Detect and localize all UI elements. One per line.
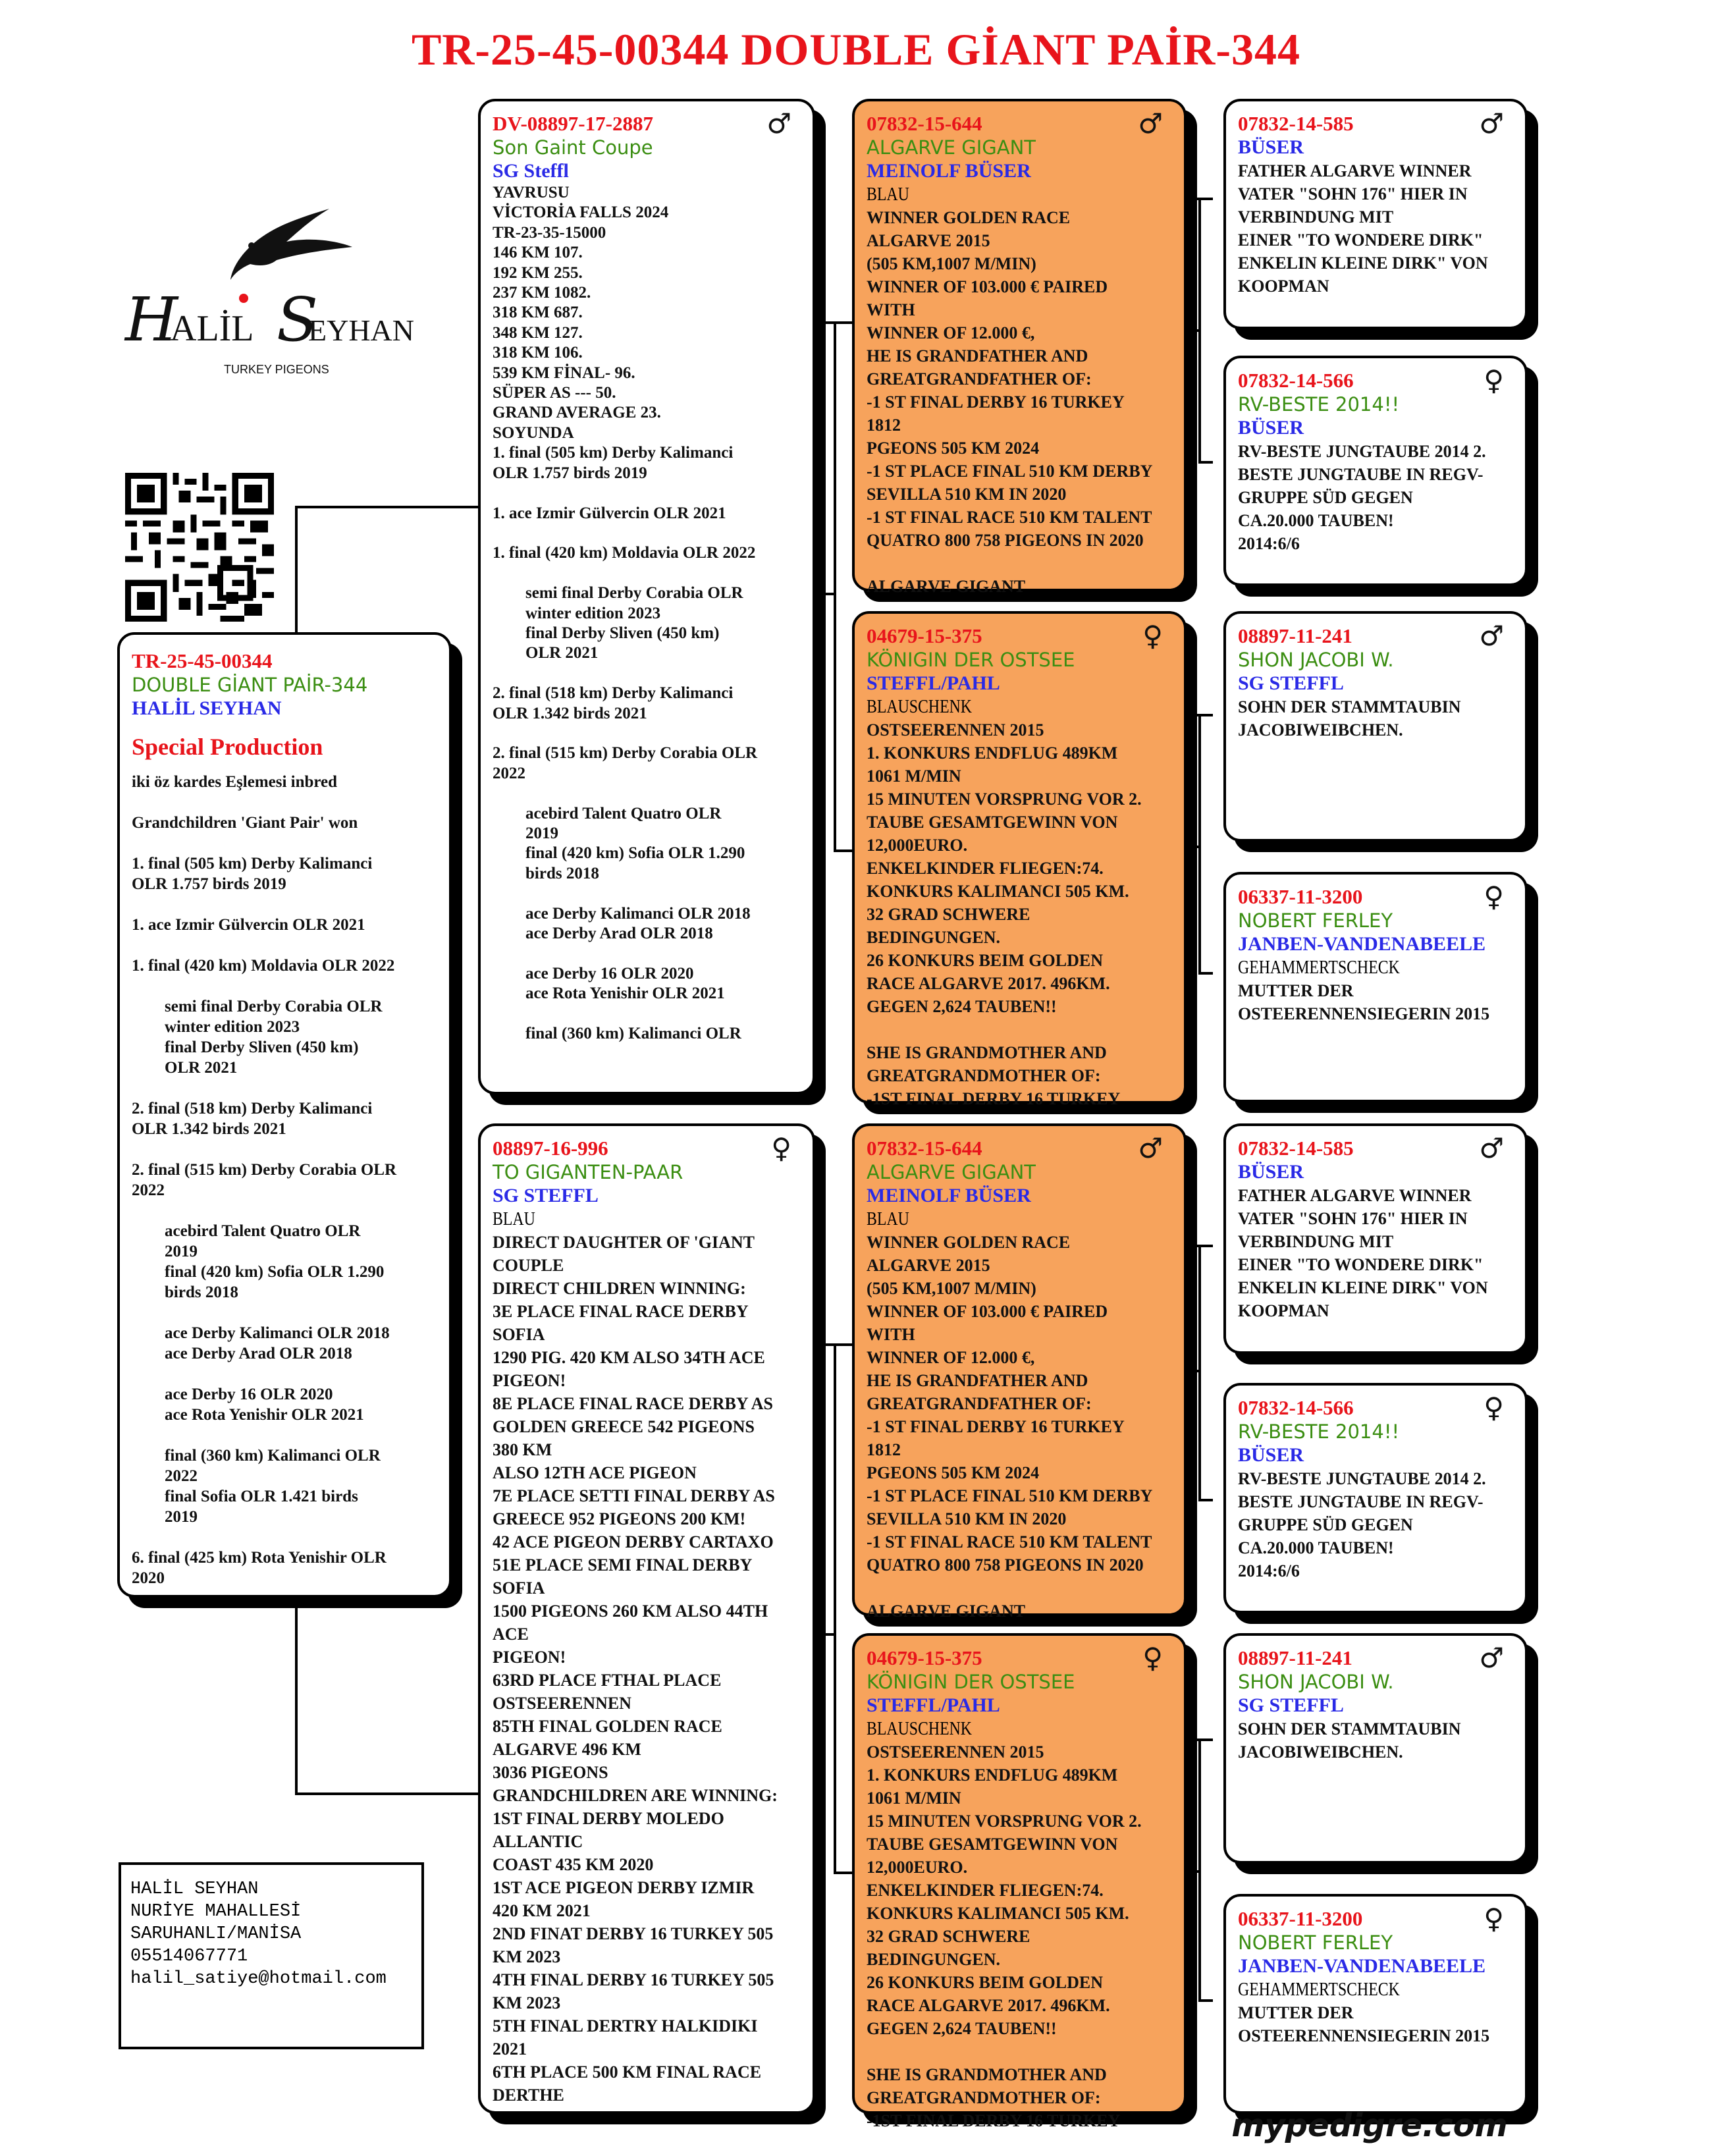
pigeon-info: FATHER ALGARVE WINNER VATER "SOHN 176" HIER IN VERBINDUNG MIT EINER "TO WONDERE DIRK" ENKELIN KLEINE DIRK" VON KOOPMAN <box>1238 161 1488 296</box>
ring-number: 08897-11-241 <box>1238 624 1352 647</box>
owner-name: SG STEFFL <box>1238 672 1344 694</box>
owner-name: HALİL SEYHAN <box>132 697 282 719</box>
owner-name: SG STEFFL <box>493 1185 599 1206</box>
great-grandsire-card[interactable] <box>1223 611 1528 842</box>
footer-brand[interactable]: mypedigre.com <box>1231 2107 1508 2144</box>
pigeon-color: BLAU <box>867 184 909 205</box>
pigeon-color: BLAUSCHENK <box>867 697 972 717</box>
pigeon-info: YAVRUSU VİCTORİA FALLS 2024 TR-23-35-15000 146 KM 107. 192 KM 255. 237 KM 1082. 318 KM 687. 348 KM 127. 318 KM 106. 539 KM FİNAL- 96. SÜPER AS --- 50. GRAND AVERAGE 23. SOYUNDA 1. final (505 km) Derby Kalimanci OLR 1.757 birds 2019 1. ace Izmir Gülvercin OLR 2021 1. final (420 km) Moldavia OLR 2022 semi final Derby Corabia OLR winter edition 2023 final Derby Sliven (450 km) OLR 2021 2. final (518 km) Derby Kalimanci OLR 1.342 birds 2021 2. final (515 km) Derby Corabia OLR 2022 acebird Talent Quatro OLR 2019 final (420 km) Sofia OLR 1.290 birds 2018 ace Derby Kalimanci OLR 2018 ace Derby Arad OLR 2018 ace Derby 16 OLR 2020 ace Rota Yenishir OLR 2021 final (360 km) Kalimanci OLR <box>493 184 758 1043</box>
page-title: TR-25-45-00344 DOUBLE GİANT PAİR-344 <box>411 24 1301 74</box>
ring-number: 07832-14-585 <box>1238 1137 1354 1160</box>
ring-number: 04679-15-375 <box>867 624 982 647</box>
connector <box>815 593 835 595</box>
pigeon-name: ALGARVE GIGANT <box>867 136 1036 159</box>
ring-number: 06337-11-3200 <box>1238 1907 1363 1930</box>
great-grandsire-card[interactable] <box>1223 99 1528 329</box>
connector <box>295 1598 298 1795</box>
pigeon-name: SHON JACOBI W. <box>1238 649 1394 671</box>
female-icon: ♀ <box>771 1132 791 1164</box>
pigeon-name: Son Gaint Coupe <box>493 136 653 159</box>
owner-name: MEINOLF BÜSER <box>867 1185 1031 1206</box>
female-icon: ♀ <box>1484 1902 1504 1935</box>
pigeon-info: RV-BESTE JUNGTAUBE 2014 2. BESTE JUNGTAUBE IN REGV- GRUPPE SÜD GEGEN CA.20.000 TAUBEN! 2014:6/6 <box>1238 1469 1486 1580</box>
great-granddam-card[interactable] <box>1223 1383 1528 1613</box>
great-granddam-card[interactable] <box>1223 1894 1528 2114</box>
connector <box>834 1343 836 1874</box>
male-icon: ♂ <box>1138 107 1163 140</box>
pigeon-info: OSTSEERENNEN 2015 1. KONKURS ENDFLUG 489KM 1061 M/MIN 15 MINUTEN VORSPRUNG VOR 2. TAUBE GESAMTGEWINN VON 12,000EURO. ENKELKINDER FLIEGEN:74. KONKURS KALIMANCI 505 KM. 32 GRAD SCHWERE BEDINGUNGEN. 26 KONKURS BEIM GOLDEN RACE ALGARVE 2017. 496KM. GEGEN 2,624 TAUBEN!! SHE IS GRANDMOTHER AND GREATGRANDMOTHER OF: -1ST FINAL DERBY 16 TURKEY <box>867 720 1142 1108</box>
pigeon-name: NOBERT FERLEY <box>1238 909 1393 932</box>
svg-text:H: H <box>125 284 178 355</box>
pigeon-name: NOBERT FERLEY <box>1238 1931 1393 1954</box>
ring-number: 07832-14-566 <box>1238 369 1354 392</box>
pigeon-info: iki öz kardes Eşlemesi inbred Grandchildren 'Giant Pair' won 1. final (505 km) Derby Kalimanci OLR 1.757 birds 2019 1. ace Izmir Gülvercin OLR 2021 1. final (420 km) Moldavia OLR 2022 semi final Derby Corabia OLR winter edition 2023 final Derby Sliven (450 km) OLR 2021 2. final (518 km) Derby Kalimanci OLR 1.342 birds 2021 2. final (515 km) Derby Corabia OLR 2022 acebird Talent Quatro OLR 2019 final (420 km) Sofia OLR 1.290 birds 2018 ace Derby Kalimanci OLR 2018 ace Derby Arad OLR 2018 ace Derby 16 OLR 2020 ace Rota Yenishir OLR 2021 final (360 km) Kalimanci OLR 2022 final Sofia OLR 1.421 birds 2019 6. final (425 km) Rota Yenishir OLR 2020 <box>132 773 397 1587</box>
owner-name: BÜSER <box>1238 1161 1304 1183</box>
owner-name: BÜSER <box>1238 417 1304 439</box>
pigeon-name: RV-BESTE 2014!! <box>1238 393 1400 416</box>
contact-address-box <box>119 1862 424 2049</box>
svg-text:TURKEY PIGEONS: TURKEY PIGEONS <box>224 363 329 376</box>
owner-name: BÜSER <box>1238 136 1304 158</box>
svg-text:EYHAN: EYHAN <box>308 313 414 347</box>
female-icon: ♀ <box>1142 1642 1163 1674</box>
female-icon: ♀ <box>1484 880 1504 913</box>
svg-text:S: S <box>277 284 319 355</box>
connector <box>815 1633 835 1636</box>
connector <box>1198 714 1201 975</box>
pigeon-info: SOHN DER STAMMTAUBIN JACOBIWEIBCHEN. <box>1238 697 1461 740</box>
pigeon-info: WINNER GOLDEN RACE ALGARVE 2015 (505 KM,1007 M/MIN) WINNER OF 103.000 € PAIRED WITH WINNER OF 12.000 €, HE IS GRANDFATHER AND GREATGRANDFATHER OF: -1 ST FINAL DERBY 16 TURKEY 1812 PGEONS 505 KM 2024 -1 ST PLACE FINAL 510 KM DERBY SEVILLA 510 KM IN 2020 -1 ST FINAL RACE 510 KM TALENT QUATRO 800 758 PIGEONS IN 2020 ALGARVE GIGANT <box>867 1233 1153 1621</box>
grandsire-card[interactable] <box>852 99 1187 596</box>
ring-number: DV-08897-17-2887 <box>493 112 653 135</box>
pigeon-info: MUTTER DER OSTEERENNENSIEGERIN 2015 <box>1238 981 1490 1023</box>
pigeon-name: TO GIGANTEN-PAAR <box>493 1161 683 1183</box>
ring-number: 08897-16-996 <box>493 1137 608 1160</box>
pigeon-info: SOHN DER STAMMTAUBIN JACOBIWEIBCHEN. <box>1238 1719 1461 1762</box>
pigeon-color: BLAU <box>867 1209 909 1229</box>
great-granddam-card[interactable] <box>1223 872 1528 1102</box>
great-grandsire-card[interactable] <box>1223 1633 1528 1864</box>
pigeon-name: SHON JACOBI W. <box>1238 1671 1394 1693</box>
pigeon-name: ALGARVE GIGANT <box>867 1161 1036 1183</box>
bird-icon <box>230 209 352 280</box>
ring-number: TR-25-45-00344 <box>132 649 273 672</box>
owner-name: STEFFL/PAHL <box>867 1694 1000 1716</box>
granddam-card[interactable] <box>852 1633 1187 2130</box>
male-icon: ♂ <box>1479 1642 1504 1674</box>
connector <box>1187 1870 1201 1873</box>
ring-number: 07832-14-566 <box>1238 1396 1354 1419</box>
pigeon-name: RV-BESTE 2014!! <box>1238 1420 1400 1443</box>
special-production-heading: Special Production <box>132 734 323 760</box>
pigeon-info: DIRECT DAUGHTER OF 'GIANT COUPLE DIRECT CHILDREN WINNING: 3E PLACE FINAL RACE DERBY SOFIA 1290 PIG. 420 KM ALSO 34TH ACE PIGEON! 8E PLACE FINAL RACE DERBY AS GOLDEN GREECE 542 PIGEONS 380 KM ALSO 12TH ACE PIGEON 7E PLACE SETTI FINAL DERBY AS GREECE 952 PIGEONS 200 KM! 42 ACE PIGEON DERBY CARTAXO 51E PLACE SEMI FINAL DERBY SOFIA 1500 PIGEONS 260 KM ALSO 44TH ACE PIGEON! 63RD PLACE FTHAL PLACE OSTSEERENNEN 85TH FINAL GOLDEN RACE ALGARVE 496 KM 3036 PIGEONS GRANDCHILDREN ARE WINNING: 1ST FINAL DERBY MOLEDO ALLANTIC COAST 435 KM 2020 1ST ACE PIGEON DERBY IZMIR 420 KM 2021 2ND FINAT DERBY 16 TURKEY 505 KM 2023 4TH FINAL DERBY 16 TURKEY 505 KM 2023 5TH FINAL DERTRY HALKIDIKI 2021 6TH PLACE 500 KM FINAL RACE DERTHE <box>493 1233 778 2105</box>
granddam-card[interactable] <box>852 611 1187 1108</box>
male-icon: ♂ <box>1138 1132 1163 1164</box>
dam-card[interactable] <box>478 1123 815 2114</box>
street: NURİYE MAHALLESİ <box>130 1902 302 1922</box>
owner-name: JANBEN-VANDENABEELE <box>1238 1955 1486 1977</box>
great-grandsire-card[interactable] <box>1223 1123 1528 1354</box>
female-icon: ♀ <box>1484 1391 1504 1424</box>
pigeon-info: OSTSEERENNEN 2015 1. KONKURS ENDFLUG 489KM 1061 M/MIN 15 MINUTEN VORSPRUNG VOR 2. TAUBE GESAMTGEWINN VON 12,000EURO. ENKELKINDER FLIEGEN:74. KONKURS KALIMANCI 505 KM. 32 GRAD SCHWERE BEDINGUNGEN. 26 KONKURS BEIM GOLDEN RACE ALGARVE 2017. 496KM. GEGEN 2,624 TAUBEN!! SHE IS GRANDMOTHER AND GREATGRANDMOTHER OF: -1ST FINAL DERBY 16 TURKEY <box>867 1742 1142 2130</box>
qr-code[interactable] <box>125 473 274 622</box>
great-granddam-card[interactable] <box>1223 356 1528 586</box>
connector <box>1187 329 1201 332</box>
breeder-logo <box>112 168 414 398</box>
connector <box>1198 1499 1213 1501</box>
connector <box>834 321 836 852</box>
ring-number: 08897-11-241 <box>1238 1646 1352 1669</box>
sire-card[interactable] <box>478 99 815 1094</box>
owner-name: STEFFL/PAHL <box>867 672 1000 694</box>
pigeon-name: DOUBLE GİANT PAİR-344 <box>132 674 368 696</box>
connector <box>1187 1370 1201 1372</box>
owner-name: SG Steffl <box>493 160 569 182</box>
connector <box>295 506 298 635</box>
connector <box>1198 1999 1213 2002</box>
ring-number: 06337-11-3200 <box>1238 885 1363 908</box>
owner-name: MEINOLF BÜSER <box>867 160 1031 182</box>
pigeon-name: KÖNIGIN DER OSTSEE <box>867 649 1075 671</box>
city: SARUHANLI/MANİSA <box>130 1924 302 1944</box>
male-icon: ♂ <box>766 107 791 140</box>
pigeon-info: WINNER GOLDEN RACE ALGARVE 2015 (505 KM,1007 M/MIN) WINNER OF 103.000 € PAIRED WITH WINNER OF 12.000 €, HE IS GRANDFATHER AND GREATGRANDFATHER OF: -1 ST FINAL DERBY 16 TURKEY 1812 PGEONS 505 KM 2024 -1 ST PLACE FINAL 510 KM DERBY SEVILLA 510 KM IN 2020 -1 ST FINAL RACE 510 KM TALENT QUATRO 800 758 PIGEONS IN 2020 ALGARVE GIGANT <box>867 208 1153 596</box>
owner-name: BÜSER <box>1238 1444 1304 1466</box>
connector <box>1198 461 1213 464</box>
email[interactable]: halil_satiye@hotmail.com <box>130 1969 387 1989</box>
male-icon: ♂ <box>1479 1132 1504 1164</box>
owner-name: JANBEN-VANDENABEELE <box>1238 933 1486 955</box>
pigeon-info: FATHER ALGARVE WINNER VATER "SOHN 176" HIER IN VERBINDUNG MIT EINER "TO WONDERE DIRK" ENKELIN KLEINE DIRK" VON KOOPMAN <box>1238 1186 1488 1320</box>
ring-number: 07832-15-644 <box>867 1137 982 1160</box>
pigeon-color: GEHAMMERTSCHECK <box>1238 957 1400 978</box>
svg-text:ALİL: ALİL <box>170 308 254 349</box>
female-icon: ♀ <box>1484 364 1504 396</box>
grandsire-card[interactable] <box>852 1123 1187 1621</box>
connector <box>295 1792 478 1795</box>
male-icon: ♂ <box>1479 107 1504 140</box>
pigeon-color: BLAUSCHENK <box>867 1719 972 1739</box>
connector <box>295 506 478 508</box>
ring-number: 04679-15-375 <box>867 1646 982 1669</box>
connector <box>1198 1245 1201 1501</box>
female-icon: ♀ <box>1142 620 1163 652</box>
owner-name: SG STEFFL <box>1238 1694 1344 1716</box>
ring-number: 07832-14-585 <box>1238 112 1354 135</box>
pigeon-color: GEHAMMERTSCHECK <box>1238 1980 1400 2000</box>
male-icon: ♂ <box>1479 620 1504 652</box>
pigeon-color: BLAU <box>493 1209 535 1229</box>
subject-card[interactable] <box>117 632 452 1598</box>
connector <box>1187 846 1201 848</box>
pigeon-info: MUTTER DER OSTEERENNENSIEGERIN 2015 <box>1238 2003 1490 2045</box>
pigeon-name: KÖNIGIN DER OSTSEE <box>867 1671 1075 1693</box>
breeder-name: HALİL SEYHAN <box>130 1879 259 1899</box>
ring-number: 07832-15-644 <box>867 112 982 135</box>
connector <box>1198 972 1213 975</box>
pigeon-info: RV-BESTE JUNGTAUBE 2014 2. BESTE JUNGTAUBE IN REGV- GRUPPE SÜD GEGEN CA.20.000 TAUBEN! 2014:6/6 <box>1238 442 1486 553</box>
phone: 05514067771 <box>130 1947 248 1966</box>
